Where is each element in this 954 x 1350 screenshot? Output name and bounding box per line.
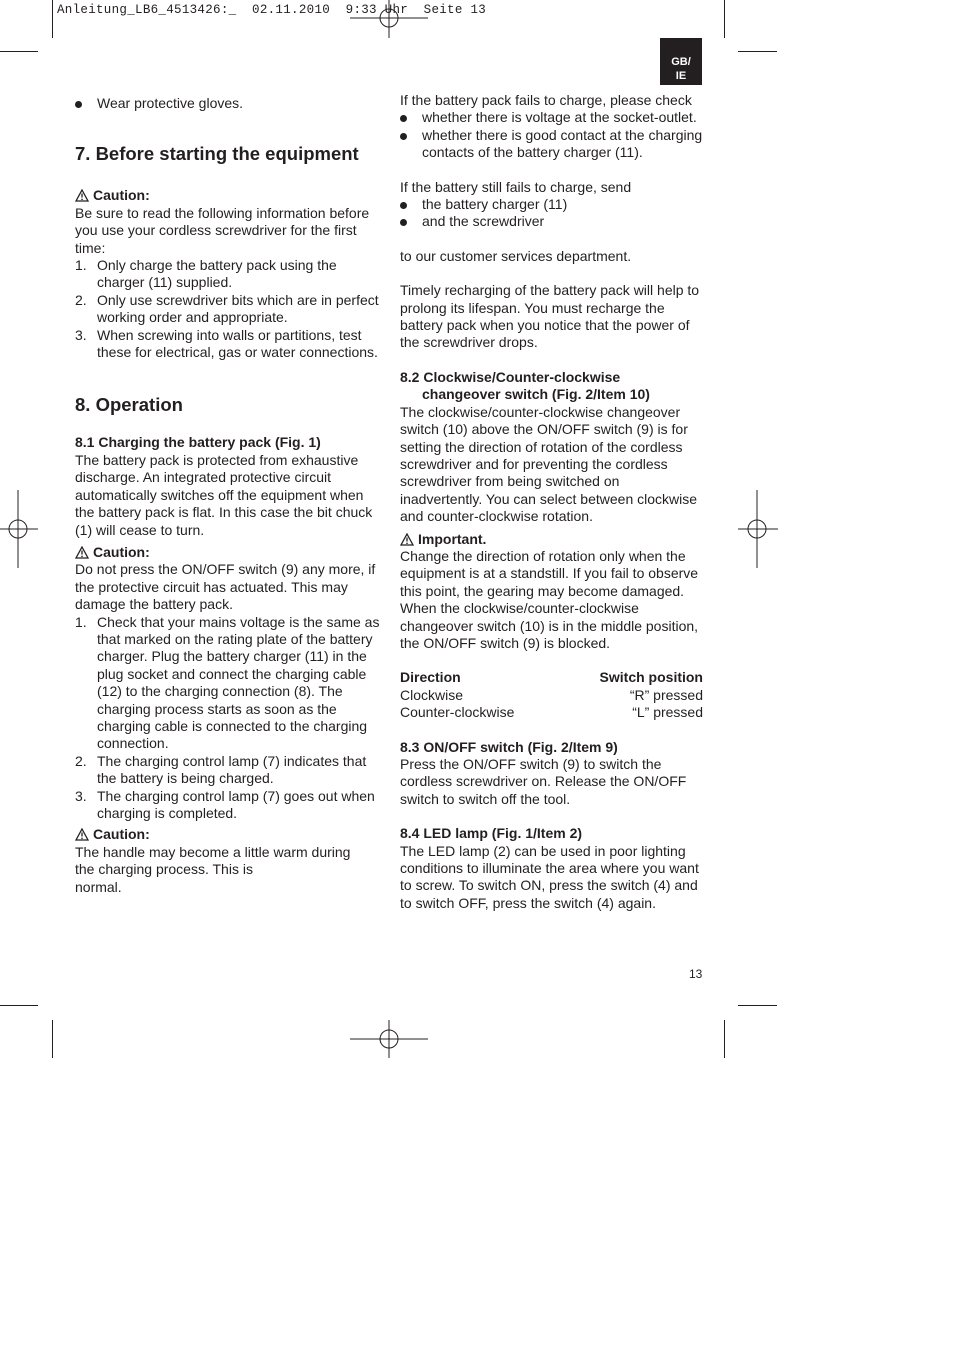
warning-triangle-icon bbox=[75, 189, 89, 202]
section-8-3-text: Press the ON/OFF switch (9) to switch the cordless screwdriver on. Release the ON/OFF switch to switch off the tool. bbox=[400, 756, 687, 807]
crop-mark bbox=[0, 1005, 38, 1006]
bullet-text: Wear protective gloves. bbox=[97, 95, 244, 111]
bullet-text: whether there is good contact at the charging contacts of the battery charger (11). bbox=[422, 126, 703, 161]
caution-label: Caution: bbox=[93, 543, 150, 560]
item-text: Only charge the battery pack using the charger (11) supplied. bbox=[97, 257, 337, 291]
registration-mark-right bbox=[738, 490, 778, 568]
table-row bbox=[400, 687, 703, 704]
table-header bbox=[400, 669, 703, 686]
crop-mark bbox=[52, 0, 53, 38]
bullet-item bbox=[400, 213, 703, 230]
section-8-2-title: changeover switch (Fig. 2/Item 10) bbox=[422, 386, 650, 403]
caution-heading bbox=[75, 544, 380, 561]
section-8-2-text: The clockwise/counter-clockwise changeover switch (10) above the ON/OFF switch (9) is for setting the direction of rotation of the cordless screwdriver and for preventing the cordless screwdriver from being switched on inadvertently. You can select between clockwise and counter-clockwise rotation. bbox=[400, 403, 698, 525]
caution-text: normal. bbox=[75, 878, 122, 895]
item-number: 1. bbox=[75, 257, 87, 274]
registration-mark-left bbox=[0, 490, 40, 568]
section-8-title: 8. Operation bbox=[75, 394, 183, 416]
bullet-icon bbox=[75, 101, 82, 108]
caution-heading bbox=[75, 187, 380, 204]
item-number: 3. bbox=[75, 787, 87, 804]
item-number: 1. bbox=[75, 613, 87, 630]
item-text: Check that your mains voltage is the same as that marked on the rating plate of the battery charger. Plug the battery charger (11) in the plug socket and connect the charging cable (12) to the charging connection (8). The charging process starts as soon as the charging cable is connected to the charging connection. bbox=[97, 613, 380, 752]
crop-mark bbox=[738, 1005, 777, 1006]
timely-text: Timely recharging of the battery pack will help to prolong its lifespan. You must recharge the battery pack when you notice that the power of the screwdriver drops. bbox=[400, 282, 700, 351]
bullet-item bbox=[400, 109, 703, 126]
bullet-text: the battery charger (11) bbox=[422, 196, 568, 213]
bullet-item bbox=[400, 127, 703, 162]
item-number: 2. bbox=[75, 291, 87, 308]
table-header-cell: Direction bbox=[400, 669, 461, 686]
numbered-item bbox=[75, 327, 380, 362]
section-8-3-title: 8.3 ON/OFF switch (Fig. 2/Item 9) bbox=[400, 738, 618, 755]
bullet-icon bbox=[400, 133, 407, 140]
caution-heading bbox=[75, 826, 380, 843]
table-cell: “L” pressed bbox=[632, 704, 703, 721]
table-row bbox=[400, 704, 703, 721]
bullet-text: and the screwdriver bbox=[422, 213, 545, 230]
print-header: Anleitung_LB6_4513426:_ 02.11.2010 9:33 Uhr Seite 13 bbox=[57, 3, 487, 17]
bullet-item bbox=[75, 95, 380, 112]
crop-mark bbox=[724, 0, 725, 38]
bullet-icon bbox=[400, 115, 407, 122]
registration-mark-bottom bbox=[350, 1020, 428, 1060]
crop-mark bbox=[0, 51, 38, 52]
caution-label: Caution: bbox=[93, 187, 150, 204]
section-8-4-text: The LED lamp (2) can be used in poor lighting conditions to illuminate the area where you want to screw. To switch ON, press the switch (4) and to switch OFF, press the switch (4) again. bbox=[400, 842, 699, 911]
section-8-1-text: The battery pack is protected from exhaustive discharge. An integrated protective circuit automatically switches off the equipment when the battery pack is flat. In this case the bit chuck (1) will cease to turn. bbox=[75, 451, 373, 538]
bullet-item bbox=[400, 196, 703, 213]
item-number: 3. bbox=[75, 326, 87, 343]
bullet-text: whether there is voltage at the socket-outlet. bbox=[422, 109, 697, 126]
section-8-2-title: 8.2 Clockwise/Counter-clockwise bbox=[400, 368, 621, 385]
numbered-item bbox=[75, 257, 380, 292]
crop-mark bbox=[52, 1020, 53, 1058]
table-cell: “R” pressed bbox=[629, 686, 703, 703]
page-number: 13 bbox=[689, 967, 703, 981]
item-text: The charging control lamp (7) goes out when charging is completed. bbox=[97, 787, 375, 821]
language-tab-line: GB/ bbox=[671, 56, 691, 68]
warning-triangle-icon bbox=[75, 828, 89, 841]
numbered-item bbox=[75, 614, 380, 753]
section-8-1-title: 8.1 Charging the battery pack (Fig. 1) bbox=[75, 434, 321, 451]
crop-mark bbox=[724, 1020, 725, 1058]
section-7-title: 7. Before starting the equipment bbox=[75, 143, 359, 165]
caution-text: The handle may become a little warm during the charging process. This is bbox=[75, 843, 351, 878]
item-text: When screwing into walls or partitions, test these for electrical, gas or water connections. bbox=[97, 326, 378, 361]
section-7-intro: Be sure to read the following information before you use your cordless screwdriver for the first time: bbox=[75, 204, 370, 256]
important-label: Important. bbox=[418, 530, 487, 547]
numbered-item bbox=[75, 753, 380, 788]
send-intro: If the battery still fails to charge, send bbox=[400, 178, 632, 195]
numbered-item bbox=[75, 788, 380, 823]
language-tab bbox=[660, 38, 702, 85]
table-header-cell: Switch position bbox=[599, 669, 703, 686]
bullet-icon bbox=[400, 219, 407, 226]
bullet-icon bbox=[400, 202, 407, 209]
item-number: 2. bbox=[75, 752, 87, 769]
direction-table bbox=[400, 669, 703, 721]
language-tab-line: IE bbox=[675, 70, 687, 82]
numbered-item bbox=[75, 292, 380, 327]
important-heading bbox=[400, 531, 703, 548]
warning-triangle-icon bbox=[75, 546, 89, 559]
left-column bbox=[75, 92, 380, 896]
caution-text: Do not press the ON/OFF switch (9) any more, if the protective circuit has actuated. This may damage the battery pack. bbox=[75, 561, 376, 613]
fail-intro: If the battery pack fails to charge, please check bbox=[400, 92, 692, 108]
table-cell: Counter-clockwise bbox=[400, 704, 515, 721]
send-outro: to our customer services department. bbox=[400, 247, 632, 264]
caution-label: Caution: bbox=[93, 826, 150, 843]
important-text: Change the direction of rotation only when the equipment is at a standstill. If you fail to observe this point, the gearing may become damaged. When the clockwise/counter-clockwise changeover switch (10) is in the middle position, the ON/OFF switch (9) is blocked. bbox=[400, 547, 699, 651]
item-text: Only use screwdriver bits which are in perfect working order and appropriate. bbox=[97, 291, 379, 326]
right-column bbox=[400, 92, 703, 912]
registration-mark-top bbox=[350, 0, 428, 40]
warning-triangle-icon bbox=[400, 533, 414, 546]
section-8-4-title: 8.4 LED lamp (Fig. 1/Item 2) bbox=[400, 825, 583, 842]
table-cell: Clockwise bbox=[400, 686, 464, 703]
item-text: The charging control lamp (7) indicates that the battery is being charged. bbox=[97, 752, 367, 787]
crop-mark bbox=[738, 51, 777, 52]
